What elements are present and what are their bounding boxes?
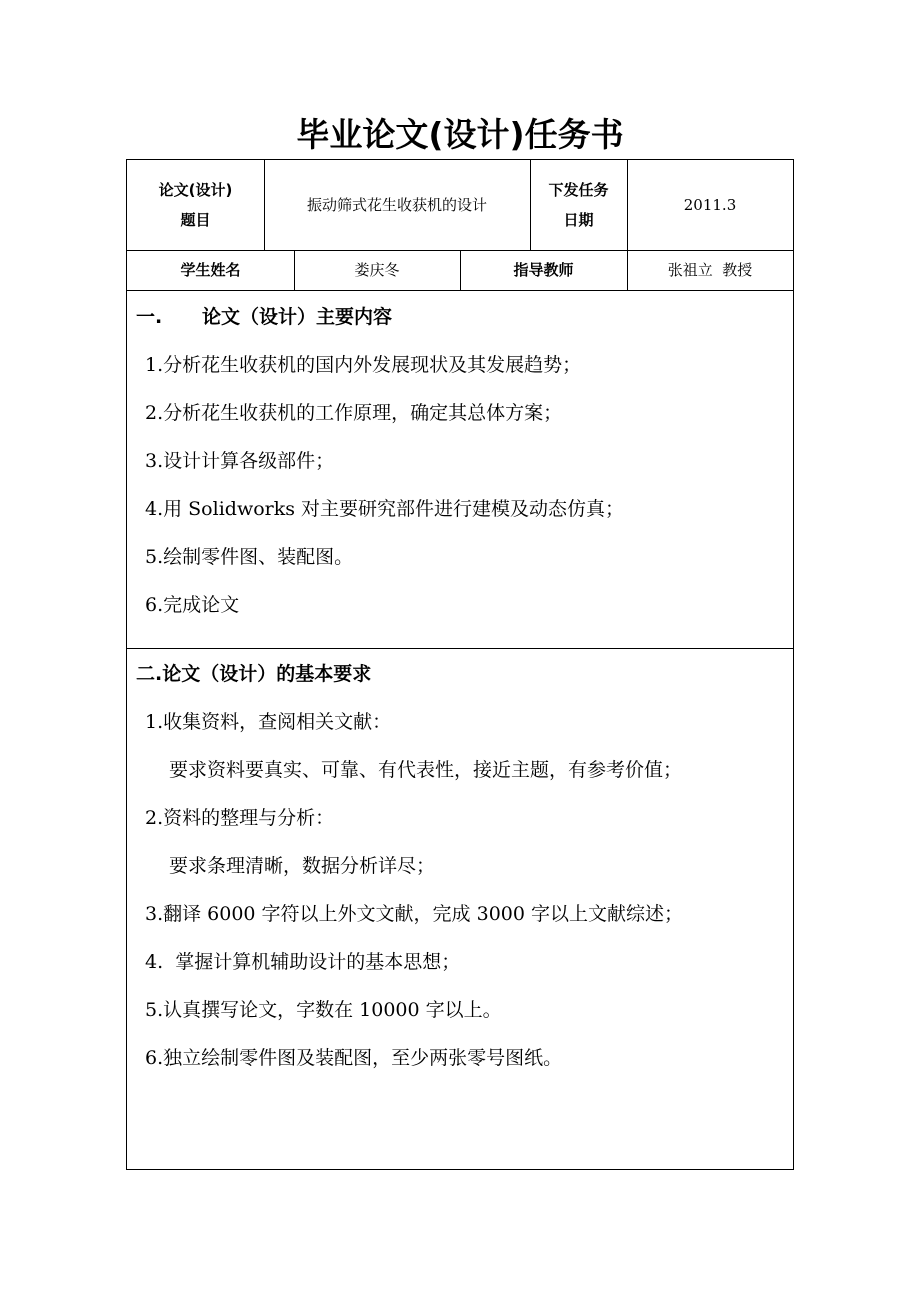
section2-item: 1.收集资料，查阅相关文献： bbox=[145, 711, 392, 733]
section2-item-detail: 要求资料要真实、可靠、有代表性，接近主题，有参考价值； bbox=[169, 759, 683, 781]
document-title: 毕业论文(设计)任务书 bbox=[296, 115, 624, 154]
student-label: 学生姓名 bbox=[180, 261, 241, 279]
section2-item: 5.认真撰写论文，字数在 10000 字以上。 bbox=[145, 999, 502, 1021]
date-value-cell bbox=[627, 160, 793, 250]
date-label-line1: 下发任务 bbox=[548, 181, 609, 199]
advisor-label-cell bbox=[460, 250, 627, 290]
basic-requirements-section bbox=[127, 648, 793, 1170]
advisor-name: 张祖立 教授 bbox=[667, 261, 753, 279]
section1-item: 4.用 Solidworks 对主要研究部件进行建模及动态仿真； bbox=[145, 498, 625, 520]
task-table bbox=[126, 159, 794, 1170]
section2-item: 3.翻译 6000 字符以上外文文献，完成 3000 字以上文献综述； bbox=[145, 903, 683, 925]
topic-value: 振动筛式花生收获机的设计 bbox=[306, 196, 487, 214]
topic-label-cell bbox=[127, 160, 264, 250]
section1-item: 6.完成论文 bbox=[145, 594, 240, 616]
student-label-cell bbox=[127, 250, 294, 290]
section2-item: 2.资料的整理与分析： bbox=[145, 807, 335, 829]
date-label-cell bbox=[530, 160, 627, 250]
section1-heading: 论文（设计）主要内容 bbox=[202, 306, 393, 328]
section2-item: 4. 掌握计算机辅助设计的基本思想； bbox=[145, 951, 461, 973]
main-content-section bbox=[127, 290, 793, 648]
topic-label-line1: 论文(设计) bbox=[158, 181, 233, 199]
section1-item: 5.绘制零件图、装配图。 bbox=[145, 546, 354, 568]
section2-item: 6.独立绘制零件图及装配图，至少两张零号图纸。 bbox=[145, 1047, 563, 1069]
section1-number: 一. bbox=[136, 306, 163, 328]
topic-value-cell bbox=[264, 160, 530, 250]
section1-item: 1.分析花生收获机的国内外发展现状及其发展趋势； bbox=[145, 354, 582, 376]
section2-item-detail: 要求条理清晰，数据分析详尽； bbox=[169, 855, 436, 877]
student-value-cell bbox=[294, 250, 460, 290]
advisor-label: 指导教师 bbox=[513, 261, 574, 279]
date-value: 2011.3 bbox=[683, 196, 737, 214]
section1-item: 2.分析花生收获机的工作原理，确定其总体方案； bbox=[145, 402, 563, 424]
date-label-line2: 日期 bbox=[563, 211, 594, 229]
section1-item: 3.设计计算各级部件； bbox=[145, 450, 335, 472]
advisor-value-cell bbox=[627, 250, 793, 290]
section2-heading: 二.论文（设计）的基本要求 bbox=[136, 663, 372, 685]
topic-label-line2: 题目 bbox=[180, 211, 211, 229]
student-name: 娄庆冬 bbox=[354, 261, 400, 279]
